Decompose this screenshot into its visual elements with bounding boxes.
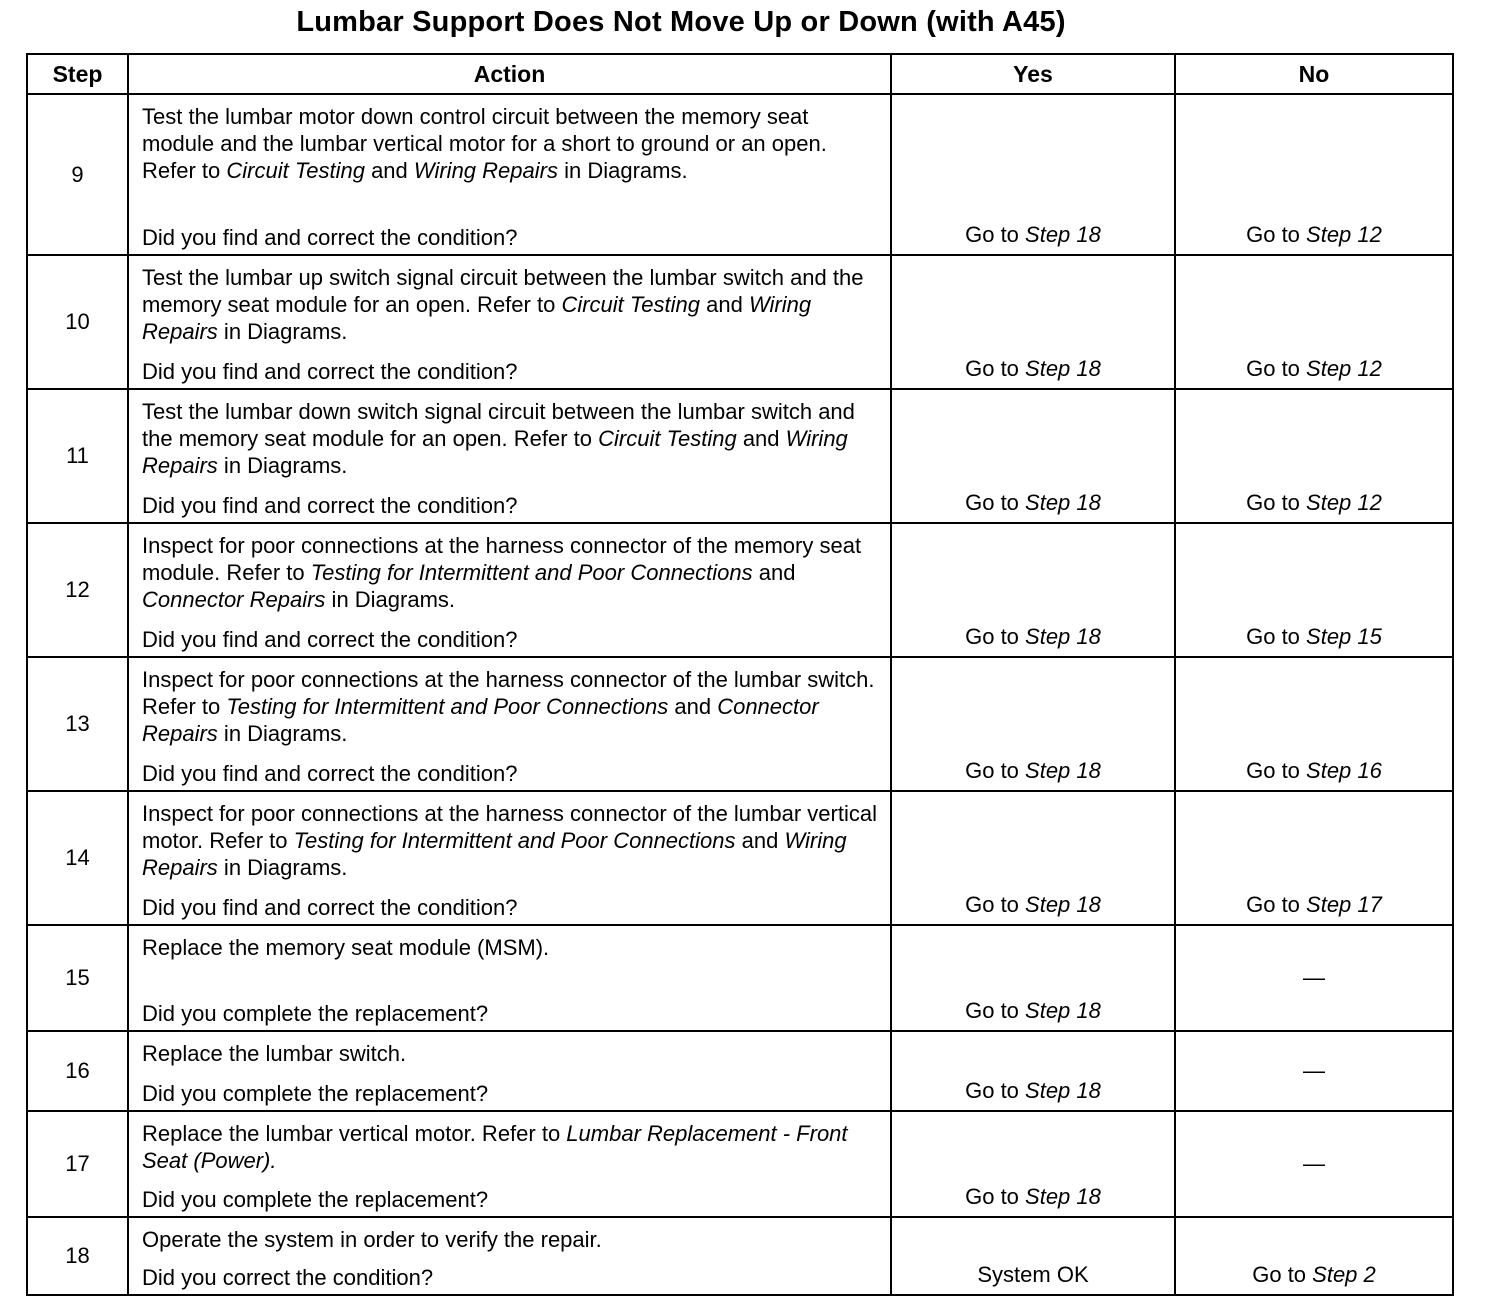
instruction-text: in Diagrams.: [217, 453, 348, 478]
instruction-text: in Diagrams.: [557, 158, 688, 183]
reference-link-text: Connector Repairs: [142, 694, 819, 746]
reference-link-text: Testing for Intermittent and Poor Connections: [226, 694, 669, 719]
yes-result-text: Go to: [965, 356, 1026, 381]
step-number: 10: [27, 255, 128, 389]
action-question: Did you find and correct the condition?: [142, 359, 518, 384]
no-result-text: —: [1303, 1058, 1325, 1083]
table-row: [27, 1217, 1453, 1295]
action-question: Did you correct the condition?: [142, 1265, 434, 1290]
action-instruction: [142, 532, 880, 613]
action-instruction: [142, 934, 880, 961]
instruction-text: Replace the memory seat module (MSM).: [142, 935, 550, 960]
action-question: Did you find and correct the condition?: [142, 627, 518, 652]
instruction-text: and: [736, 426, 786, 451]
instruction-text: in Diagrams.: [217, 855, 348, 880]
yes-result-text: Go to: [965, 892, 1026, 917]
yes-result-text: Go to: [965, 758, 1026, 783]
yes-step-reference: Step 18: [1025, 624, 1101, 649]
action-instruction: [142, 398, 880, 479]
action-question: Did you complete the replacement?: [142, 1187, 489, 1212]
no-result-text: Go to: [1246, 892, 1307, 917]
reference-link-text: Testing for Intermittent and Poor Connections: [310, 560, 753, 585]
no-step-reference: Step 15: [1306, 624, 1382, 649]
table-row: [27, 657, 1453, 791]
no-result: [1175, 657, 1453, 791]
reference-link-text: Lumbar Replacement - Front Seat (Power).: [142, 1121, 848, 1173]
no-result-text: Go to: [1246, 356, 1307, 381]
no-result-text: Go to: [1252, 1262, 1313, 1287]
instruction-text: and: [668, 694, 718, 719]
action-instruction: [142, 1226, 880, 1253]
action-cell: [128, 1031, 891, 1111]
no-result: [1175, 389, 1453, 523]
yes-step-reference: Step 18: [1025, 892, 1101, 917]
no-step-reference: Step 2: [1312, 1262, 1376, 1287]
yes-result: [891, 1217, 1175, 1295]
action-question: Did you find and correct the condition?: [142, 895, 518, 920]
table-row: [27, 94, 1453, 255]
action-cell: [128, 1111, 891, 1217]
reference-link-text: Circuit Testing: [561, 292, 701, 317]
action-instruction: [142, 264, 880, 345]
action-cell: [128, 94, 891, 255]
yes-step-reference: Step 18: [1025, 998, 1101, 1023]
yes-result: [891, 1031, 1175, 1111]
diagnostic-table: [26, 53, 1454, 1296]
instruction-text: in Diagrams.: [217, 319, 348, 344]
no-result: [1175, 255, 1453, 389]
yes-step-reference: Step 18: [1025, 356, 1101, 381]
no-result-text: —: [1303, 1151, 1325, 1176]
instruction-text: in Diagrams.: [217, 721, 348, 746]
no-step-reference: Step 16: [1306, 758, 1382, 783]
instruction-text: Replace the lumbar vertical motor. Refer to: [142, 1121, 567, 1146]
yes-result: [891, 657, 1175, 791]
yes-result-text: Go to: [965, 998, 1026, 1023]
action-instruction: [142, 1040, 880, 1067]
header-no: No: [1175, 54, 1453, 94]
yes-result-text: Go to: [965, 490, 1026, 515]
instruction-text: Test the lumbar motor down control circuit between the memory seat module and the lumbar vertical motor for a short to ground or an open. Refer to: [142, 104, 827, 183]
no-result: [1175, 925, 1453, 1031]
action-cell: [128, 657, 891, 791]
no-result: [1175, 94, 1453, 255]
yes-result: [891, 925, 1175, 1031]
instruction-text: and: [752, 560, 796, 585]
yes-result: [891, 791, 1175, 925]
header-yes: Yes: [891, 54, 1175, 94]
no-result: [1175, 1031, 1453, 1111]
no-result-text: Go to: [1246, 758, 1307, 783]
instruction-text: Operate the system in order to verify the repair.: [142, 1227, 602, 1252]
instruction-text: and: [700, 292, 749, 317]
step-number: 16: [27, 1031, 128, 1111]
table-row: [27, 523, 1453, 657]
header-action: Action: [128, 54, 891, 94]
page-title: Lumbar Support Does Not Move Up or Down (with A45): [296, 6, 1066, 38]
header-row: [27, 54, 1453, 94]
no-step-reference: Step 17: [1306, 892, 1382, 917]
table-row: [27, 791, 1453, 925]
table-row: [27, 255, 1453, 389]
action-instruction: [142, 1120, 880, 1174]
yes-result: [891, 1111, 1175, 1217]
instruction-text: Inspect for poor connections at the harness connector of the lumbar vertical motor. Refer to: [142, 801, 877, 853]
no-result-text: Go to: [1246, 490, 1307, 515]
yes-result: [891, 255, 1175, 389]
action-question: Did you find and correct the condition?: [142, 761, 518, 786]
yes-result-text: Go to: [965, 222, 1026, 247]
reference-link-text: Wiring Repairs: [413, 158, 558, 183]
step-number: 18: [27, 1217, 128, 1295]
step-number: 9: [27, 94, 128, 255]
reference-link-text: Wiring Repairs: [142, 828, 847, 880]
no-result-text: —: [1303, 965, 1325, 990]
no-result: [1175, 1111, 1453, 1217]
no-result: [1175, 523, 1453, 657]
yes-step-reference: Step 18: [1025, 758, 1101, 783]
table-row: [27, 1111, 1453, 1217]
table-body: [27, 94, 1453, 1295]
action-cell: [128, 389, 891, 523]
table-row: [27, 1031, 1453, 1111]
reference-link-text: Circuit Testing: [226, 158, 365, 183]
reference-link-text: Circuit Testing: [598, 426, 737, 451]
instruction-text: Inspect for poor connections at the harness connector of the lumbar switch. Refer to: [142, 667, 875, 719]
table-row: [27, 925, 1453, 1031]
yes-result-text: Go to: [965, 624, 1026, 649]
reference-link-text: Testing for Intermittent and Poor Connections: [293, 828, 736, 853]
action-cell: [128, 1217, 891, 1295]
yes-result-text: System OK: [977, 1262, 1089, 1287]
no-step-reference: Step 12: [1306, 222, 1382, 247]
action-cell: [128, 255, 891, 389]
action-question: Did you find and correct the condition?: [142, 493, 518, 518]
step-number: 14: [27, 791, 128, 925]
yes-step-reference: Step 18: [1025, 490, 1101, 515]
no-result: [1175, 1217, 1453, 1295]
action-instruction: [142, 103, 880, 184]
action-question: Did you complete the replacement?: [142, 1001, 489, 1026]
instruction-text: Test the lumbar down switch signal circuit between the lumbar switch and the memory seat module for an open. Refer to: [142, 399, 855, 451]
action-cell: [128, 791, 891, 925]
no-step-reference: Step 12: [1306, 490, 1382, 515]
step-number: 13: [27, 657, 128, 791]
action-question: Did you find and correct the condition?: [142, 225, 518, 250]
yes-result-text: Go to: [965, 1078, 1026, 1103]
action-instruction: [142, 800, 880, 881]
yes-result-text: Go to: [965, 1184, 1026, 1209]
yes-step-reference: Step 18: [1025, 1184, 1101, 1209]
header-step: Step: [27, 54, 128, 94]
action-instruction: [142, 666, 880, 747]
yes-result: [891, 389, 1175, 523]
instruction-text: Inspect for poor connections at the harness connector of the memory seat module. Refer to: [142, 533, 862, 585]
reference-link-text: Connector Repairs: [142, 587, 326, 612]
step-number: 12: [27, 523, 128, 657]
yes-result: [891, 523, 1175, 657]
no-step-reference: Step 12: [1306, 356, 1382, 381]
yes-result: [891, 94, 1175, 255]
instruction-text: Test the lumbar up switch signal circuit between the lumbar switch and the memory seat module for an open. Refer to: [142, 265, 864, 317]
step-number: 11: [27, 389, 128, 523]
reference-link-text: Wiring Repairs: [142, 426, 848, 478]
no-result-text: Go to: [1246, 624, 1307, 649]
action-question: Did you complete the replacement?: [142, 1081, 489, 1106]
yes-step-reference: Step 18: [1025, 222, 1101, 247]
no-result: [1175, 791, 1453, 925]
instruction-text: Replace the lumbar switch.: [142, 1041, 407, 1066]
yes-step-reference: Step 18: [1025, 1078, 1101, 1103]
step-number: 17: [27, 1111, 128, 1217]
instruction-text: and: [364, 158, 414, 183]
instruction-text: and: [735, 828, 785, 853]
action-cell: [128, 523, 891, 657]
action-cell: [128, 925, 891, 1031]
reference-link-text: Wiring Repairs: [142, 292, 812, 344]
no-result-text: Go to: [1246, 222, 1307, 247]
instruction-text: in Diagrams.: [325, 587, 456, 612]
table-row: [27, 389, 1453, 523]
step-number: 15: [27, 925, 128, 1031]
